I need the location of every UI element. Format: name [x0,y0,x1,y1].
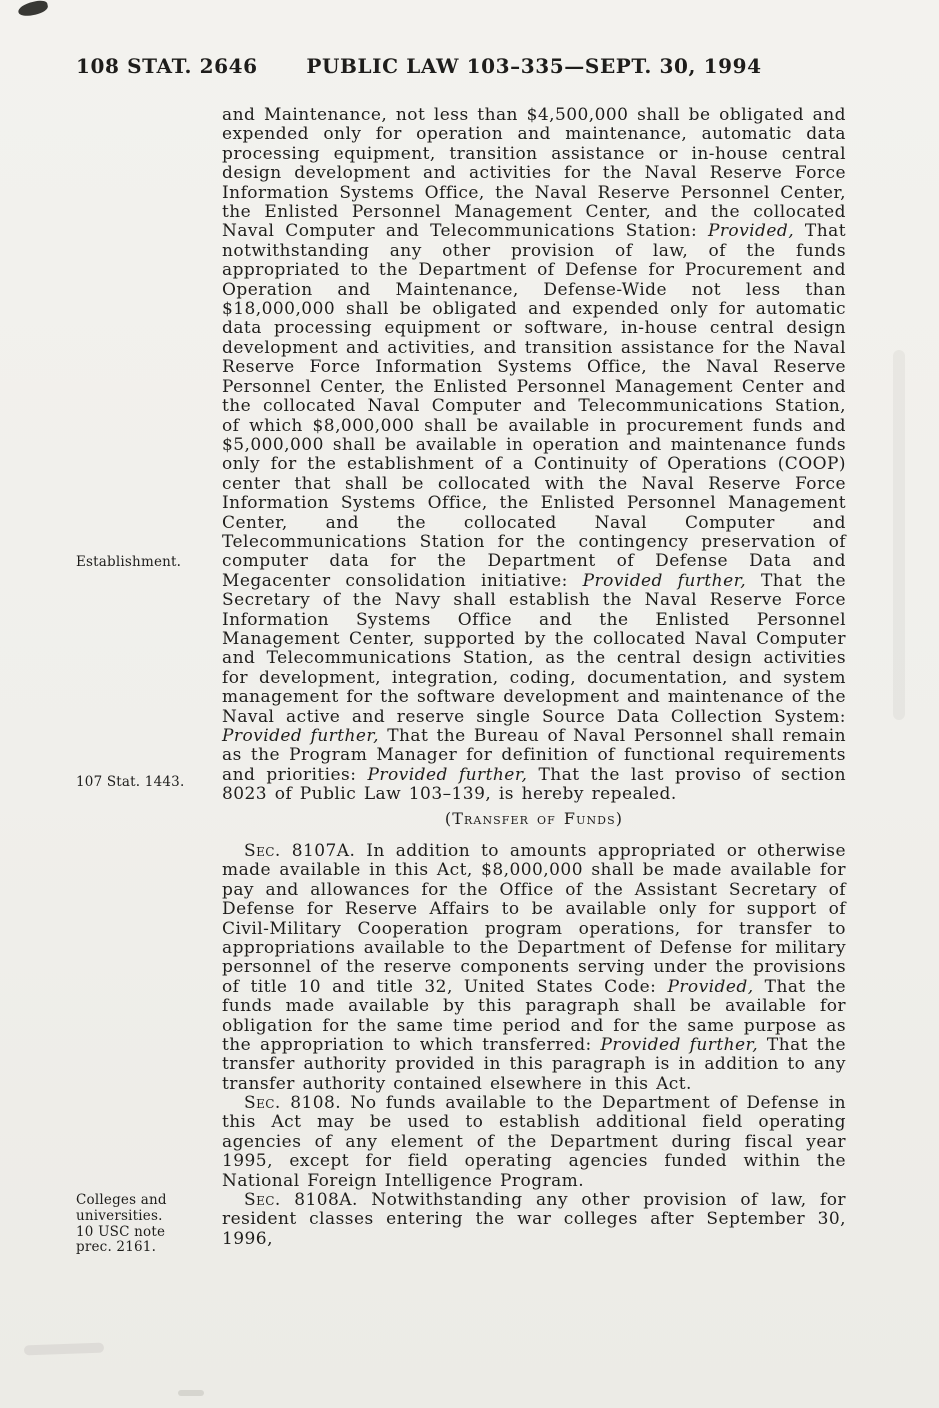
text-segment: That the transfer authority provided in this paragraph is in addition to any transfer authority contained elsewhere in this Act. [222,1035,846,1094]
scan-artifact-bottom-center [178,1390,204,1396]
section-8108-paragraph [222,1094,846,1191]
text-segment-italic: Provided further, [582,570,747,591]
text-segment-italic: Provided further, [367,764,528,785]
statute-page-number: 108 STAT. 2646 [76,54,258,78]
text-segment: That the Secretary of the Navy shall establish the Naval Reserve Force Information Systems Office and the Enlisted Personnel Management Center, supported by the collocated Naval Computer and Telecommunications Station, as the central design activities for development, integration, coding, documentation, and system management for the software development and maintenance of the Naval active and reserve single Source Data Collection System: [222,570,846,727]
text-segment: 8108. No funds available to the Department of Defense in this Act may be used to establish additional field operating agencies of any element of the Department during fiscal year 1995, except for field operating agencies funded within the National Foreign Intelligence Program. [222,1093,846,1191]
scan-artifact-top-left [17,0,49,18]
section-8107A-paragraph [222,842,846,1094]
margin-note-establishment: Establishment. [76,554,182,570]
scan-artifact-bottom-left [24,1343,104,1356]
text-segment-italic: Provided further, [222,726,379,746]
text-segment-italic: Provided further, [600,1035,759,1056]
text-segment: That the Bureau of Naval Personnel shall remain as the Program Manager for definition of functional requirements and priorities: [222,726,847,785]
text-segment-italic: Provided, [667,976,754,997]
text-segment: and Maintenance, not less than $4,500,000 shall be obligated and expended only for operation and maintenance, automatic data processing equipment, transition assistance or in-house central design development and activities for the Naval Reserve Force Information Systems Office, the Naval Reserve Personnel Center, the Enlisted Personnel Management Center, and the collocated Naval Computer and Telecommunications Station: [222,105,846,242]
text-segment-italic: Provided, [707,221,795,242]
law-header-title: PUBLIC LAW 103–335—SEPT. 30, 1994 [306,54,762,78]
text-segment: 8108A. Notwithstanding any other provision of law, for resident classes entering the war colleges after September 30, 1996, [222,1190,846,1249]
text-segment: That the funds made available by this paragraph shall be available for obligation for the same time period and for the same purpose as the appropriation to which transferred: [222,976,846,1056]
text-segment-smallcaps: Sec. [244,1093,281,1113]
section-8108A-paragraph [222,1191,846,1249]
transfer-of-funds-heading: (Transfer of Funds) [444,809,624,828]
text-segment: That notwithstanding any other provision of law, of the funds appropriated to the Department of Defense for Procurement and Operation and Maintenance, Defense-Wide not less than $18,000,000 shall be obligated and expended only for automatic data processing equipment or software, in-house central design development and activities, and transition assistance for the Naval Reserve Force Information Systems Office, the Naval Reserve Personnel Center, the Enlisted Personnel Management Center and the collocated Naval Computer and Telecommunications Station, of which $8,000,000 shall be available in procurement funds and $5,000,000 shall be available in operation and maintenance funds only for the establishment of a Continuity of Operations (COOP) center that shall be collocated with the Naval Reserve Force Information Systems Office, the Enlisted Personnel Management Center, and the collocated Naval Computer and Telecommunications Station for the contingency preservation of computer data for the Department of Defense Data and Megacenter consolidation initiative: [222,221,846,591]
scan-artifact-right-edge [893,350,905,720]
text-segment: 8107A. In addition to amounts appropriated or otherwise made available in this Act, $8,000,000 shall be made available for pay and allowances for the Office of the Assistant Secretary of Defense for Reserve Affairs to be available only for support of Civil-Military Cooperation program operations, for transfer to appropriations available to the Department of Defense for military personnel of the reserve components serving under the provisions of title 10 and title 32, United States Code: [222,841,846,997]
text-segment-smallcaps: Sec. [244,1190,281,1210]
statute-paragraph-continuation [222,106,846,805]
text-segment-smallcaps: Sec. [244,841,281,861]
margin-note-colleges-universities: Colleges and universities. 10 USC note prec. 2161. [76,1192,167,1256]
margin-note-stat-citation: 107 Stat. 1443. [76,774,185,790]
text-segment: That the last proviso of section 8023 of Public Law 103–139, is hereby repealed. [222,764,846,805]
